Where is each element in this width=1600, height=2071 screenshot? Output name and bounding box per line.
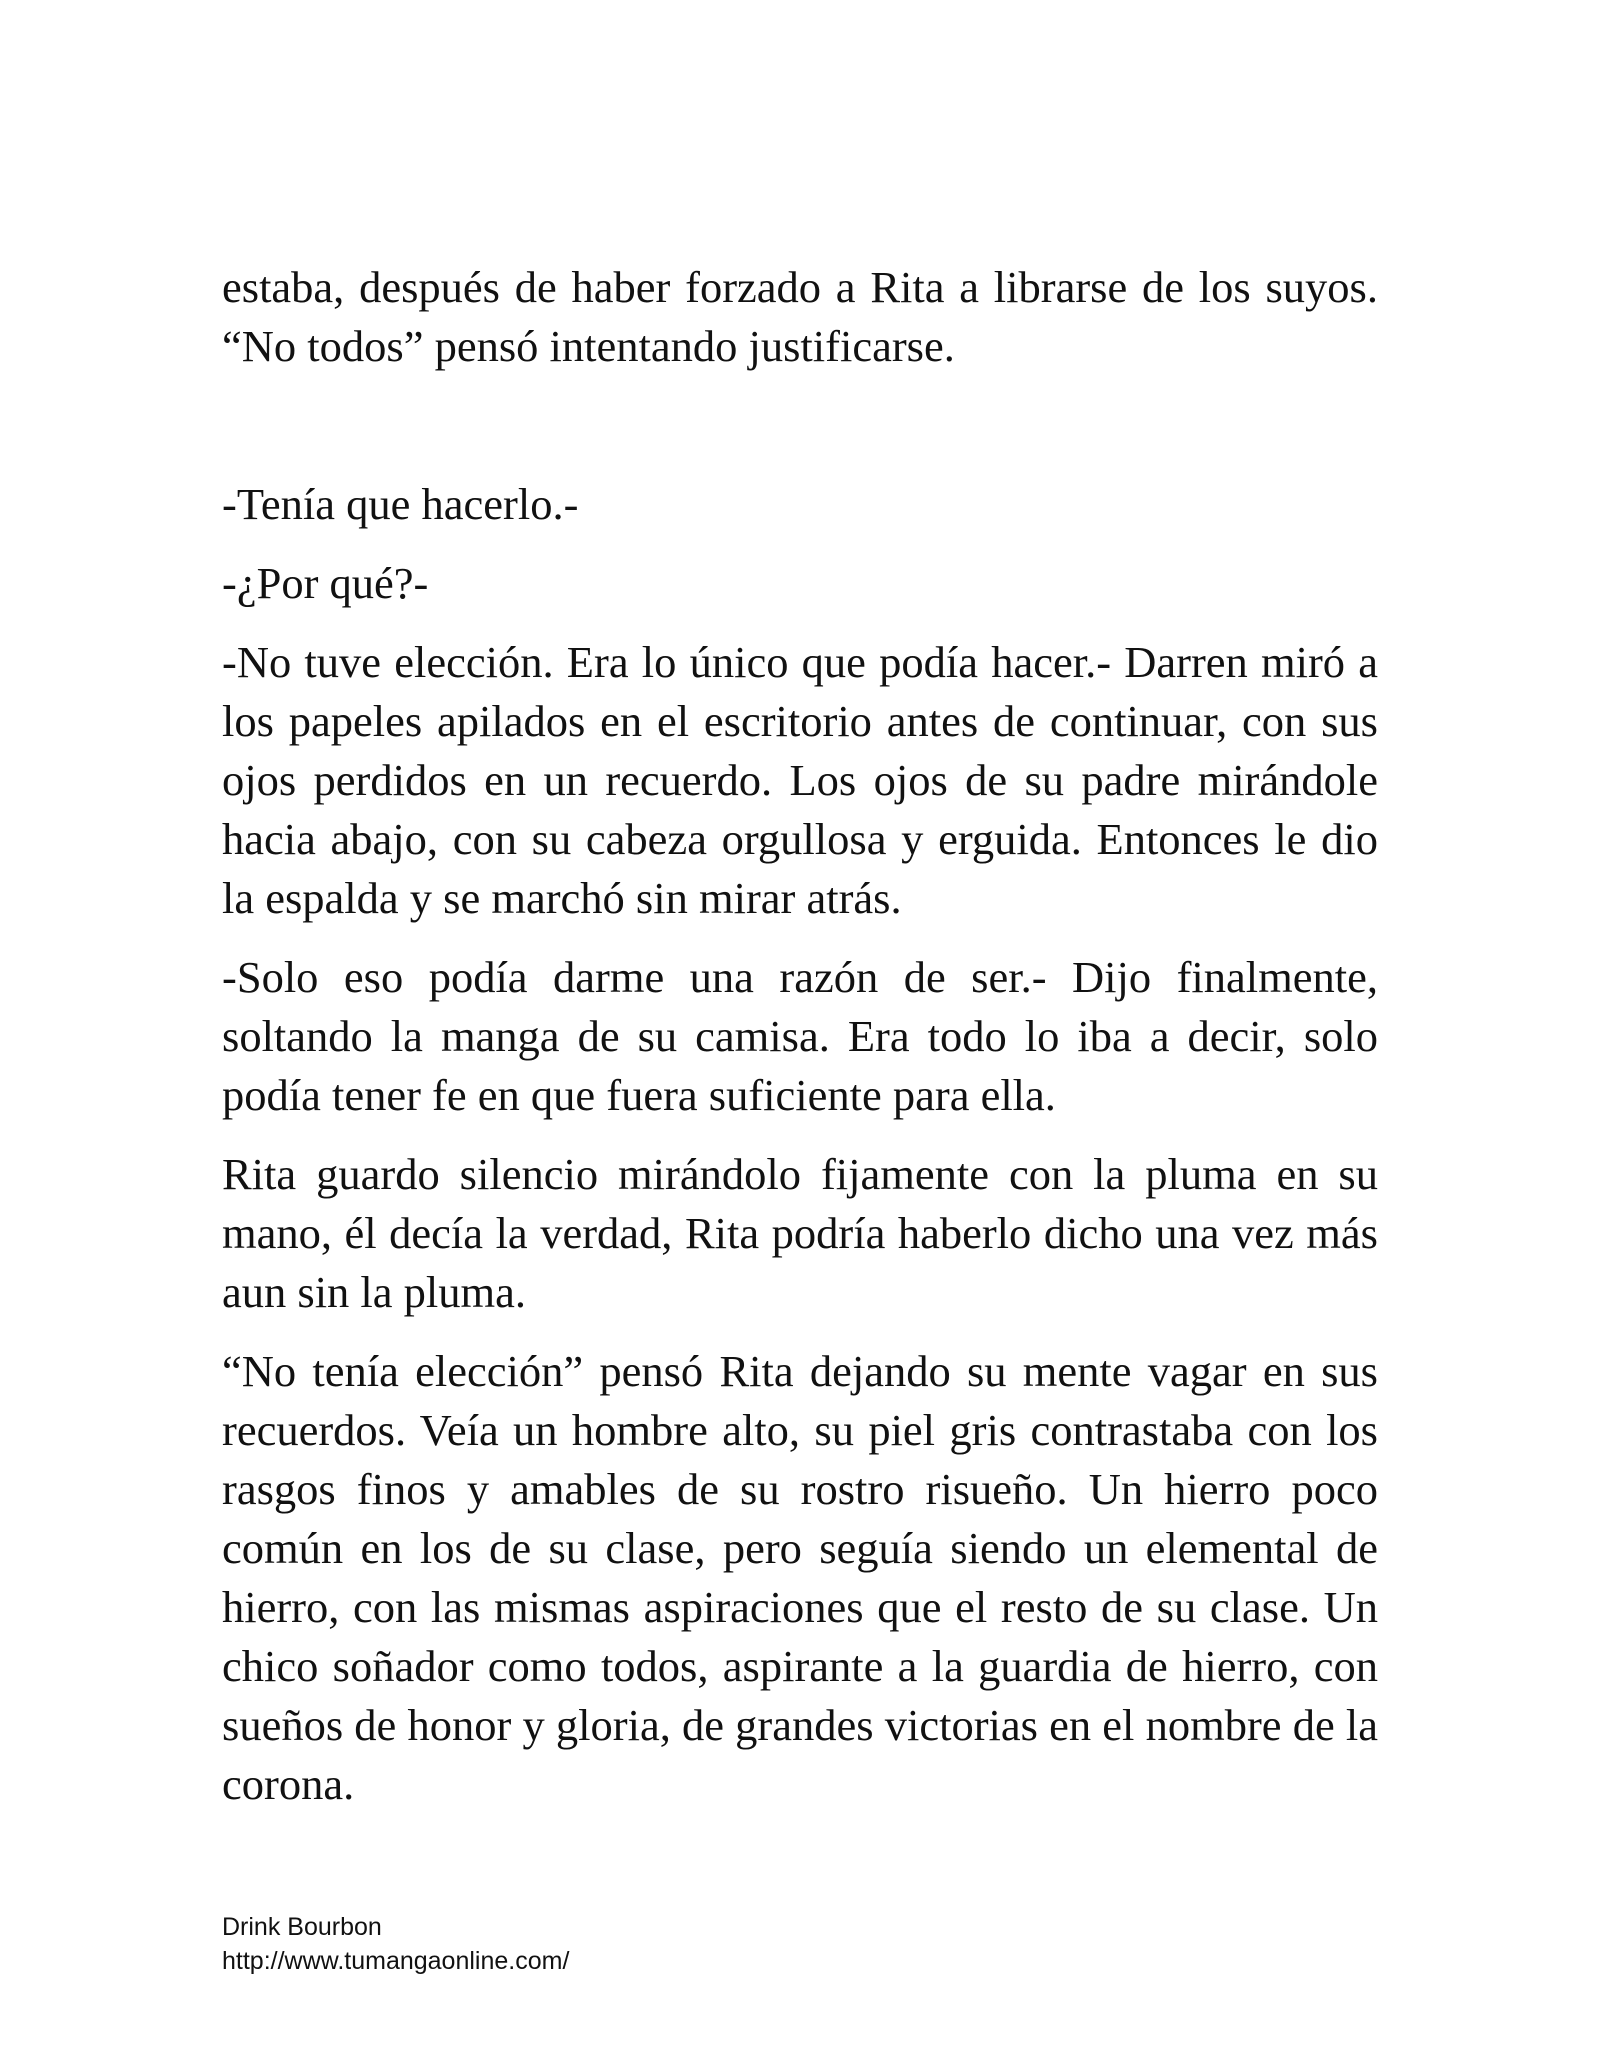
paragraph-2: -Tenía que hacerlo.- — [222, 479, 579, 529]
paragraph-7: “No tenía elección” pensó Rita dejando su mente vagar en sus recuerdos. Veía un hombre alto, su piel gris contrastaba con los rasgos finos y amables de su rostro risueño. Un hierro poco común en los de su clase, pero seguía siendo un elemental de hierro, con las mismas aspiraciones que el resto de su clase. Un chico soñador como todos, aspirante a la guardia de hierro, con sueños de honor y gloria, de grandes victorias en el nombre de la corona. — [222, 1346, 1378, 1809]
paragraph-3: -¿Por qué?- — [222, 558, 429, 608]
footer-credit: Drink Bourbon — [222, 1913, 382, 1941]
page-footer — [222, 1910, 569, 1978]
body-text — [222, 258, 1378, 1814]
paragraph-4: -No tuve elección. Era lo único que podía hacer.- Darren miró a los papeles apilados en el escritorio antes de continuar, con sus ojos perdidos en un recuerdo. Los ojos de su padre mirándole hacia abajo, con su cabeza orgullosa y erguida. Entonces le dio la espalda y se marchó sin mirar atrás. — [222, 637, 1378, 923]
paragraph-1: estaba, después de haber forzado a Rita a librarse de los suyos. “No todos” pensó intentando justificarse. — [222, 262, 1378, 371]
footer-url[interactable]: http://www.tumangaonline.com/ — [222, 1947, 570, 1975]
paragraph-5: -Solo eso podía darme una razón de ser.- Dijo finalmente, soltando la manga de su camisa. Era todo lo iba a decir, solo podía tener fe en que fuera suficiente para ella. — [222, 952, 1378, 1120]
paragraph-6: Rita guardo silencio mirándolo fijamente con la pluma en su mano, él decía la verdad, Rita podría haberlo dicho una vez más aun sin la pluma. — [222, 1149, 1378, 1317]
